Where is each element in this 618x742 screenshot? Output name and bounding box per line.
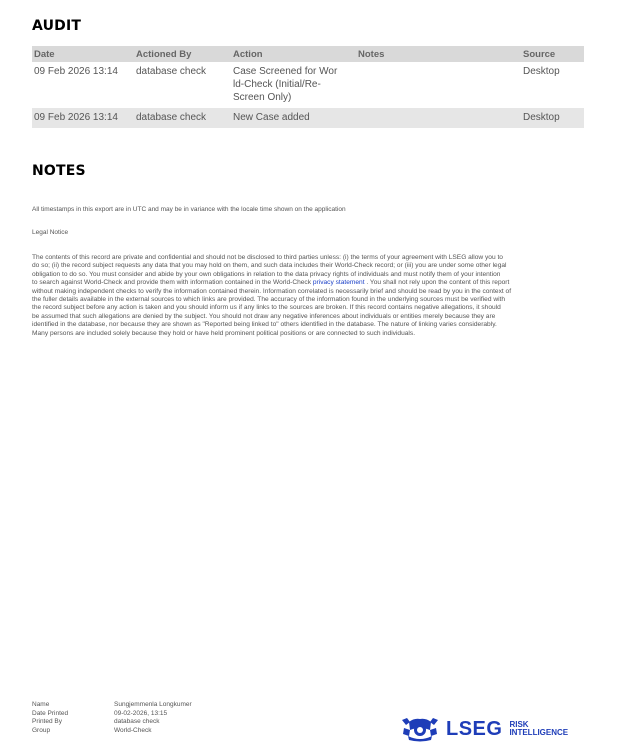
action-line: Screen Only)	[233, 92, 292, 103]
legal-notice-heading: Legal Notice	[32, 229, 69, 236]
cell-action	[231, 62, 356, 108]
legal-line: be assumed that such allegations are denied by the subject. You should not draw any negative inferences about individuals or entities merely because they are	[32, 312, 496, 320]
print-info-row	[32, 710, 192, 719]
cell-date: 09 Feb 2026 13:14	[34, 66, 118, 77]
print-info-row	[32, 701, 192, 710]
privacy-statement-link[interactable]: privacy statement	[312, 279, 365, 287]
print-info-value: 09-02-2026, 13:15	[114, 709, 168, 717]
notes-title: NOTES	[32, 163, 86, 179]
print-info-label: Printed By	[32, 718, 62, 726]
legal-line: do so; (ii) the record subject requests any data that you may hold on them, and such data includes their World-Check record; or (iii) you are under some other legal	[32, 262, 507, 270]
cell-actioned-by: database check	[136, 66, 207, 77]
lseg-emblem-icon	[400, 716, 440, 742]
cell-source: Desktop	[523, 66, 560, 77]
legal-line: the record subject before any action is taken and you should inform us if any links to the sources are broken. If this record contains negative allegations, it should	[32, 304, 501, 312]
legal-line-text: to search against World-Check and provide them with information contained in the World-Check	[32, 279, 313, 287]
action-line: ld-Check (Initial/Re-	[233, 79, 321, 90]
audit-table	[32, 46, 584, 128]
cell-source: Desktop	[521, 108, 584, 128]
cell-action	[231, 108, 356, 128]
print-info-label: Name	[32, 701, 50, 708]
cell-notes	[356, 62, 521, 108]
legal-line: obligation to do so. You must consider and abide by your own obligations in relation to the data privacy rights of individuals and must notify them of your intention	[32, 270, 501, 278]
print-info-value: Sungjemmenla Longkumer	[114, 701, 192, 708]
print-info-row	[32, 727, 192, 736]
legal-line	[32, 279, 580, 287]
col-date: Date	[32, 46, 134, 62]
table-row	[32, 108, 584, 128]
legal-line: Many persons are included solely because they hold or have held prominent political positions or are connected to such individuals.	[32, 329, 416, 337]
legal-line: The contents of this record are private and confidential and should not be disclosed to third parties unless: (i) the terms of your agreement with LSEG allow you to	[32, 254, 503, 261]
print-info-label: Date Printed	[32, 709, 69, 717]
audit-header-row	[32, 46, 584, 62]
risk-intelligence-text	[509, 721, 568, 737]
legal-line: the fuller details available in the external sources to which links are provided. The accuracy of the information found in the underlying sources must be verified with	[32, 296, 506, 304]
audit-title: AUDIT	[32, 18, 82, 34]
logo-sub-line: RISK	[509, 720, 529, 729]
lseg-logo	[400, 716, 568, 742]
legal-line-text: . You shall not rely upon the content of this report	[364, 279, 510, 287]
table-row	[32, 62, 584, 108]
col-notes: Notes	[356, 46, 521, 62]
utc-note: All timestamps in this export are in UTC and may be in variance with the locale time shown on the application	[32, 206, 346, 213]
legal-line: identified in the database, nor because they are shown as "Reported being linked to" others identified in the database. The nature of linking varies considerably.	[32, 321, 497, 329]
print-info	[32, 701, 192, 736]
col-source: Source	[521, 46, 584, 62]
action-line: New Case added	[233, 112, 310, 123]
cell-notes	[356, 108, 521, 128]
logo-sub-line: INTELLIGENCE	[509, 728, 569, 737]
legal-notice-body	[32, 254, 580, 338]
cell-date: 09 Feb 2026 13:14	[32, 108, 134, 128]
print-info-value: database check	[114, 718, 160, 726]
print-info-value: World-Check	[114, 727, 152, 735]
print-info-label: Group	[32, 727, 51, 735]
action-line: Case Screened for Wor	[233, 66, 338, 77]
print-info-row	[32, 718, 192, 727]
col-actioned-by: Actioned By	[134, 46, 231, 62]
col-action: Action	[231, 46, 356, 62]
legal-line: without making independent checks to verify the information contained therein. Information correlated is necessarily brief and should be read by you in the context of	[32, 287, 512, 295]
cell-actioned-by: database check	[134, 108, 231, 128]
lseg-wordmark: LSEG	[446, 717, 503, 740]
